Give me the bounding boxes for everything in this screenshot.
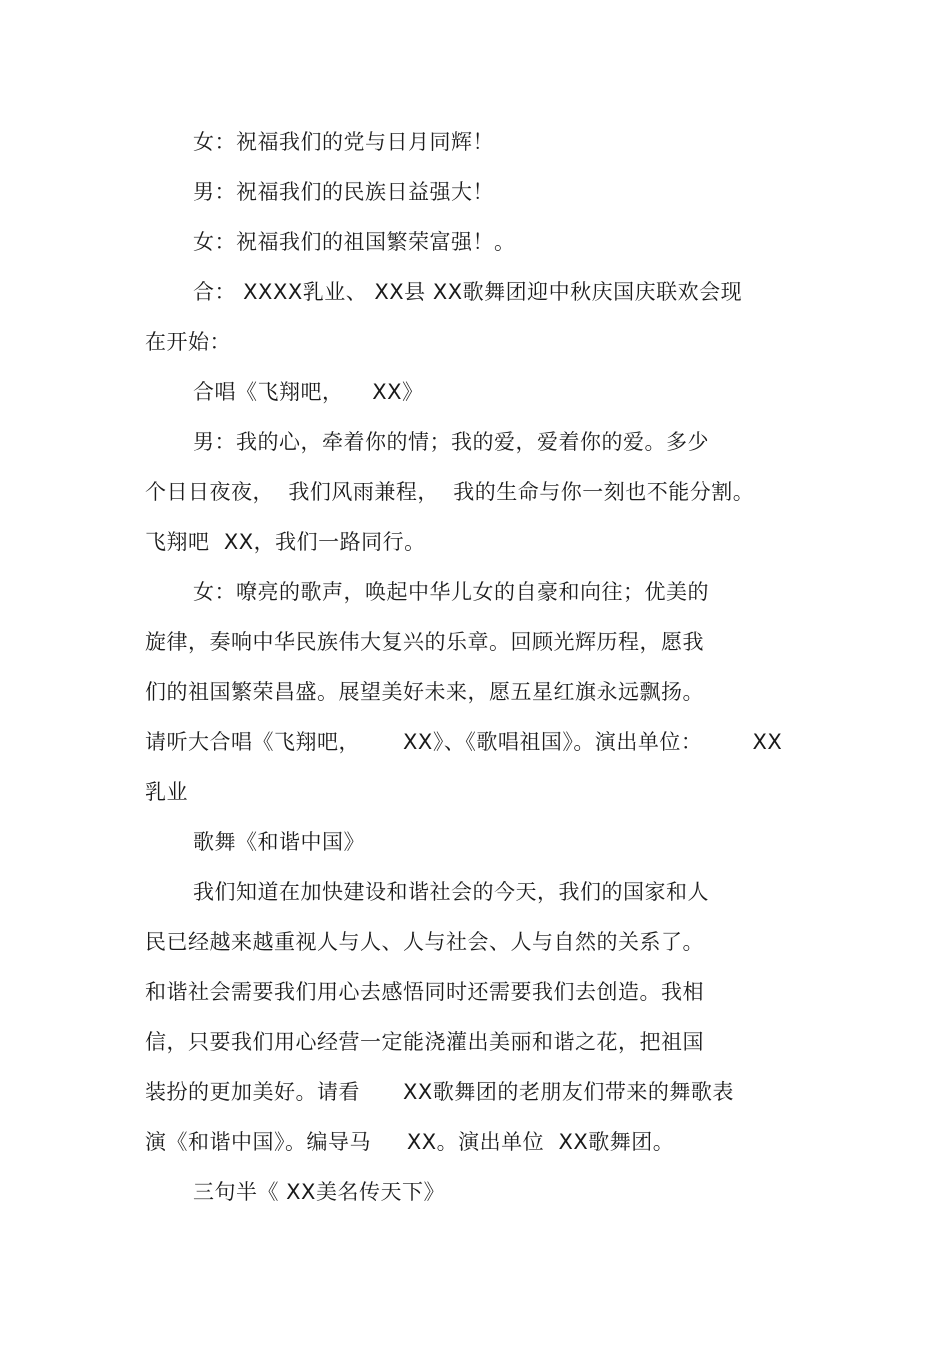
paragraph-line: 乳业 [145,780,188,804]
paragraph-line: 们的祖国繁荣昌盛。展望美好未来，愿五星红旗永远飘扬。 [145,680,704,704]
paragraph-line: 女：祝福我们的党与日月同辉！ [193,130,494,154]
paragraph-line: 民已经越来越重视人与人、人与社会、人与自然的关系了。 [145,930,704,954]
paragraph-line: 男：我的心，牵着你的情；我的爱，爱着你的爱。多少 [193,430,709,454]
paragraph-line: 请听大合唱《飞翔吧， XX》、《歌唱祖国》。演出单位： XX [145,730,783,754]
paragraph-line: 男：祝福我们的民族日益强大！ [193,180,494,204]
paragraph-line: 和谐社会需要我们用心去感悟同时还需要我们去创造。我相 [145,980,704,1004]
section-heading: 合唱《飞翔吧， XX》 [193,380,424,404]
paragraph-line: 女：嘹亮的歌声，唤起中华儿女的自豪和向往；优美的 [193,580,709,604]
section-heading: 歌舞《和谐中国》 [193,830,365,854]
paragraph-line: 个日日夜夜， 我们风雨兼程， 我的生命与你一刻也不能分割。 [145,480,755,504]
paragraph-line: 女：祝福我们的祖国繁荣富强！。 [193,230,516,254]
paragraph-line: 装扮的更加美好。请看 XX歌舞团的老朋友们带来的舞歌表 [145,1080,734,1104]
paragraph-line: 飞翔吧 XX，我们一路同行。 [145,530,426,554]
paragraph-line: 我们知道在加快建设和谐社会的今天，我们的国家和人 [193,880,709,904]
paragraph-line: 演《和谐中国》。编导马 XX。演出单位 XX歌舞团。 [145,1130,675,1154]
paragraph-line: 信，只要我们用心经营一定能浇灌出美丽和谐之花，把祖国 [145,1030,704,1054]
paragraph-line: 旋律，奏响中华民族伟大复兴的乐章。回顾光辉历程，愿我 [145,630,704,654]
paragraph-line: 在开始： [145,330,231,354]
section-heading: 三句半《 XX美名传天下》 [193,1180,445,1204]
paragraph-line: 合： XXXX乳业、 XX县 XX歌舞团迎中秋庆国庆联欢会现 [193,280,743,304]
